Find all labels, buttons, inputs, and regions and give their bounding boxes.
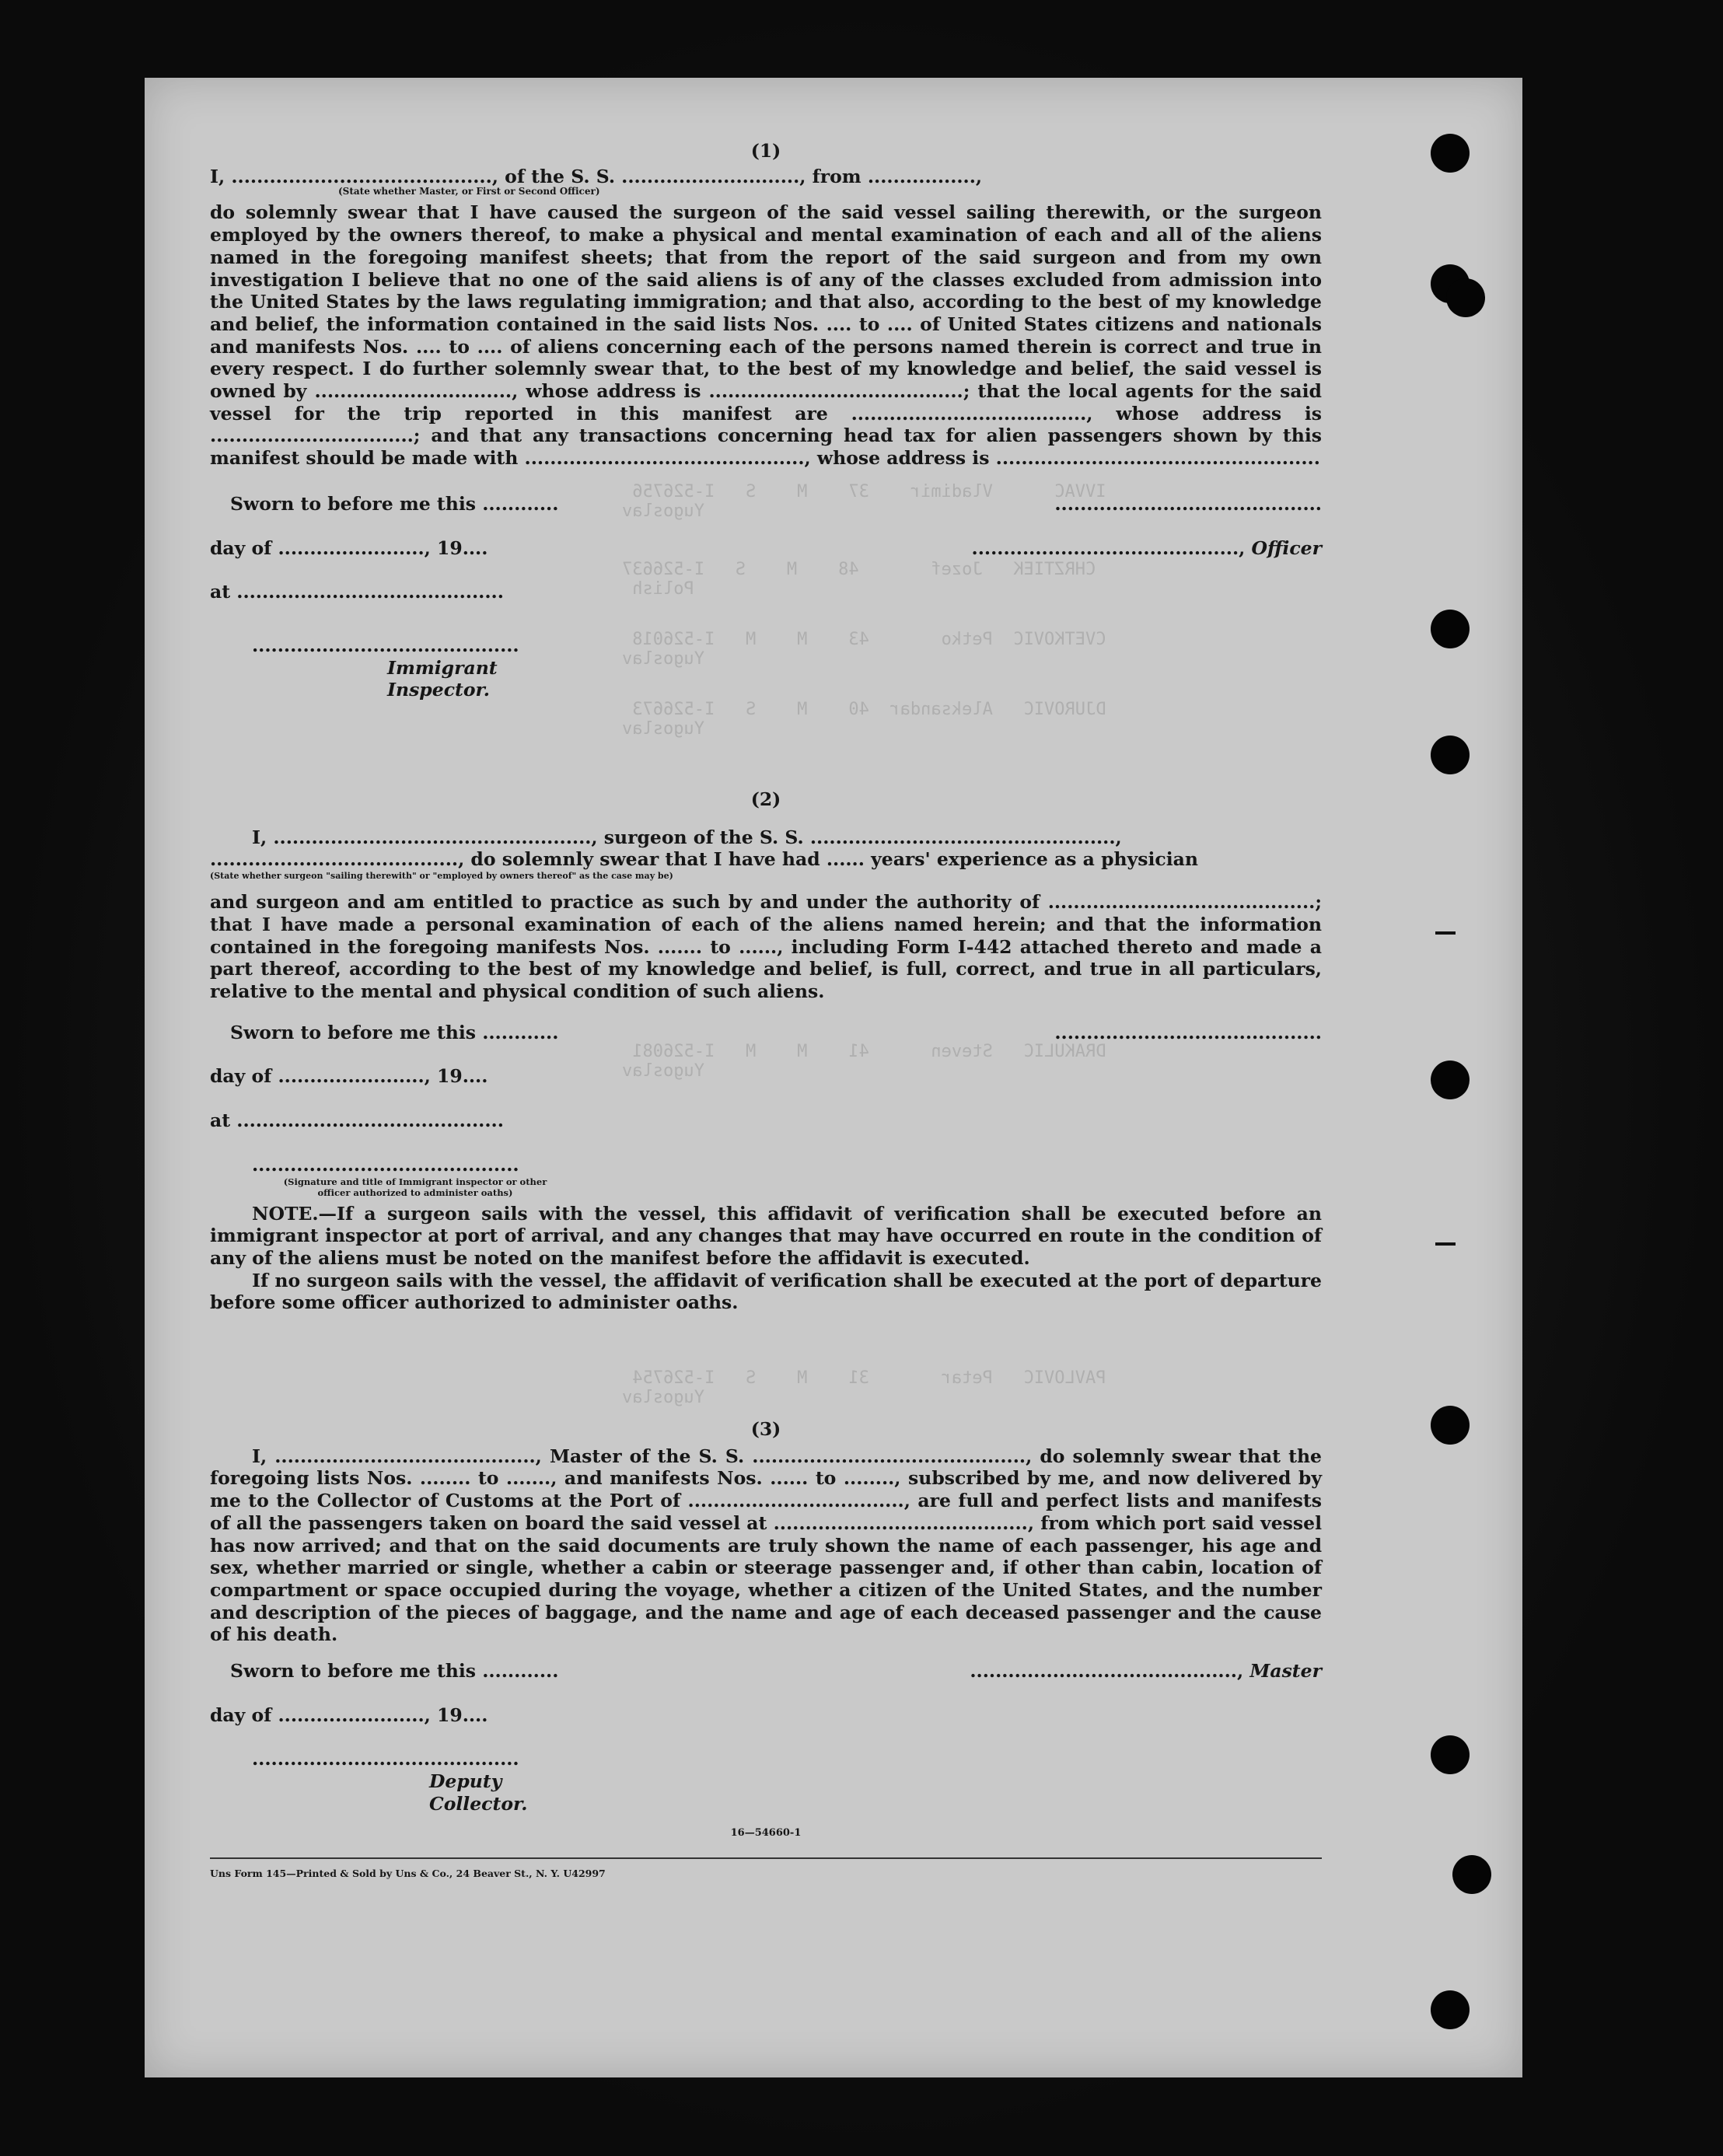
bleed-through-text: CHRZTIEK Jozef 48 M S I-526637 Polish <box>622 560 1096 599</box>
binder-hole <box>1431 1061 1470 1099</box>
binder-hole <box>1431 1406 1470 1445</box>
master-oath-paragraph: do solemnly swear that I have caused the surgeon of the said vessel sailing therewith, or the surgeon employed by the owners thereof, to make a physical and mental examination of each and all of the aliens named in the foregoing manifest sheets; that from the report of the said surgeon and from my own investigation I believe that no one of the said aliens is of any of the classes excluded from admission into the United States by the laws regulating immigration; and that also, according to the best of my knowledge and belief, the information contained in the said lists Nos. .... to .... of United States citizens and nationals and manifests Nos. .... to .... of aliens concerning each of the persons named therein is correct and true in every respect. I do further solemnly swear that, to the best of my knowledge and belief, the said vessel is owned by ..............................., whose address is ........................................; that the local agents for the said vessel for the trip reported in this manifest are ....................................., whose address is ................................; and that any transactions concerning head tax for alien passengers shown by this manifest should be made with ............................................, whose address is ................................................... <box>210 201 1322 470</box>
signature-line: .......................................... <box>252 1748 519 1770</box>
master-label: Master <box>1249 1660 1322 1683</box>
officer-signature-line: .........................................., <box>971 536 1252 559</box>
binder-hole <box>1452 1855 1491 1894</box>
binder-hole <box>1431 1990 1470 2029</box>
sworn-line: Sworn to before me this ............ <box>230 1660 559 1683</box>
field-note: (State whether surgeon "sailing therewith" or "employed by owners thereof" as the case may be) <box>210 871 673 882</box>
officer-label: Officer <box>1251 536 1322 559</box>
note-paragraph: If no surgeon sails with the vessel, the affidavit of verification shall be executed at the port of departure before some officer authorized to administer oaths. <box>210 1269 1322 1314</box>
collector-block <box>210 1660 599 1815</box>
binder-hole <box>1431 134 1470 173</box>
at-line: at .......................................... <box>210 1109 504 1132</box>
signature-block-3 <box>210 1660 1322 1815</box>
edge-mark <box>1435 931 1456 935</box>
surgeon-block <box>840 1022 1322 1044</box>
day-line: day of ......................., 19.... <box>210 1065 488 1088</box>
binder-hole <box>1431 610 1470 648</box>
printer-credit: Uns Form 145—Printed & Sold by Uns & Co., 24 Beaver St., N. Y. U42997 <box>210 1867 606 1879</box>
affidavit-content <box>210 140 1322 1879</box>
at-line: at .......................................... <box>210 581 504 603</box>
signature-line: .......................................... <box>252 634 519 656</box>
section-number: (3) <box>750 1418 781 1441</box>
signature-block-1 <box>210 493 1322 701</box>
note-paragraph: NOTE.—If a surgeon sails with the vessel, this affidavit of verification shall be executed before an immigrant inspector at port of arrival, and any changes that may have occurred en route in the condition of any of the aliens must be noted on the manifest before the affidavit is executed. <box>210 1202 1322 1269</box>
officer-line: .......................................... <box>1054 492 1322 515</box>
inspector-block <box>210 1022 599 1198</box>
bleed-through-text: DJUROVIC Aleksandar 40 M S I-526673 Yugoslav <box>622 700 1106 739</box>
master-signature <box>840 1660 1322 1683</box>
signature-block-2 <box>210 1022 1322 1198</box>
officer-signature <box>840 537 1322 560</box>
form-code: 16—54660-1 <box>730 1826 802 1839</box>
signature-line: .......................................... <box>252 1153 519 1176</box>
edge-mark <box>1435 1242 1456 1246</box>
field-note: (State whether Master, or First or Second Officer) <box>338 186 600 197</box>
master-block <box>840 1660 1322 1683</box>
inspector-block <box>210 493 599 701</box>
day-line: day of ......................., 19.... <box>210 1703 488 1726</box>
sworn-line: Sworn to before me this ............ <box>230 1021 559 1043</box>
bleed-through-text: PAVLOVIC Petar 31 M S I-526754 Yugoslav <box>622 1368 1106 1407</box>
signature-note: (Signature and title of Immigrant inspector or other officer authorized to administer oaths) <box>283 1176 547 1198</box>
footer-divider <box>210 1857 1322 1859</box>
bleed-through-text: IVVAC Vladimir 37 M S I-526756 Yugoslav <box>622 482 1106 521</box>
binder-hole <box>1431 736 1470 774</box>
bleed-through-text: CVETKOVIC Petko 43 M M I-526018 Yugoslav <box>622 630 1106 669</box>
surgeon-signature-line: .......................................... <box>1054 1021 1322 1043</box>
master-list-oath-paragraph: I, ........................................., Master of the S. S. ..........................................., do solemnly swear that the foregoing lists Nos. ........ to ......., and manifests Nos. ...... to ........, subscribed by me, and now delivered by me to the Collector of Customs at the Port of .................................., are full and perfect lists and manifests of all the passengers taken on board the said vessel at ........................................, from which port said vessel has now arrived; and that on the said documents are truly shown the name of each passenger, his age and sex, whether married or single, whether a cabin or steerage passenger and, if other than cabin, location of compartment or space occupied during the voyage, whether a citizen of the United States, and the number and description of the pieces of baggage, and the name and age of each deceased passenger and the cause of his death. <box>210 1445 1322 1646</box>
signature-label: Deputy Collector. <box>429 1770 528 1815</box>
day-line: day of ......................., 19.... <box>210 536 488 559</box>
sworn-line: Sworn to before me this ............ <box>230 492 559 515</box>
officer-block <box>840 493 1322 559</box>
section-number: (2) <box>750 788 781 811</box>
surgeon-experience-line: ......................................., do solemnly swear that I have had ...... years' experience as a physician <box>210 848 1198 871</box>
binder-hole <box>1431 1735 1470 1774</box>
surgeon-oath-paragraph: and surgeon and am entitled to practice as such by and under the authority of ..........................................; that I have made a personal examination of each of the aliens named herein; and that the information contained in the foregoing manifests Nos. ....... to ......, including Form I-442 attached thereto and made a part thereof, according to the best of my knowledge and belief, is full, correct, and true in all particulars, relative to the mental and physical condition of such aliens. <box>210 891 1322 1002</box>
signature-label: Immigrant Inspector. <box>387 656 498 701</box>
master-signature-line: .........................................., <box>970 1660 1250 1683</box>
surgeon-declaration-line: I, .................................................., surgeon of the S. S. ................................................, <box>252 826 1122 848</box>
master-declaration-line: I, ........................................., of the S. S. ............................, from ................., <box>210 165 983 187</box>
binder-hole <box>1446 278 1485 317</box>
section-number: (1) <box>750 140 781 162</box>
bleed-through-text: DRAKULIC Steven 41 M M I-526081 Yugoslav <box>622 1042 1106 1081</box>
